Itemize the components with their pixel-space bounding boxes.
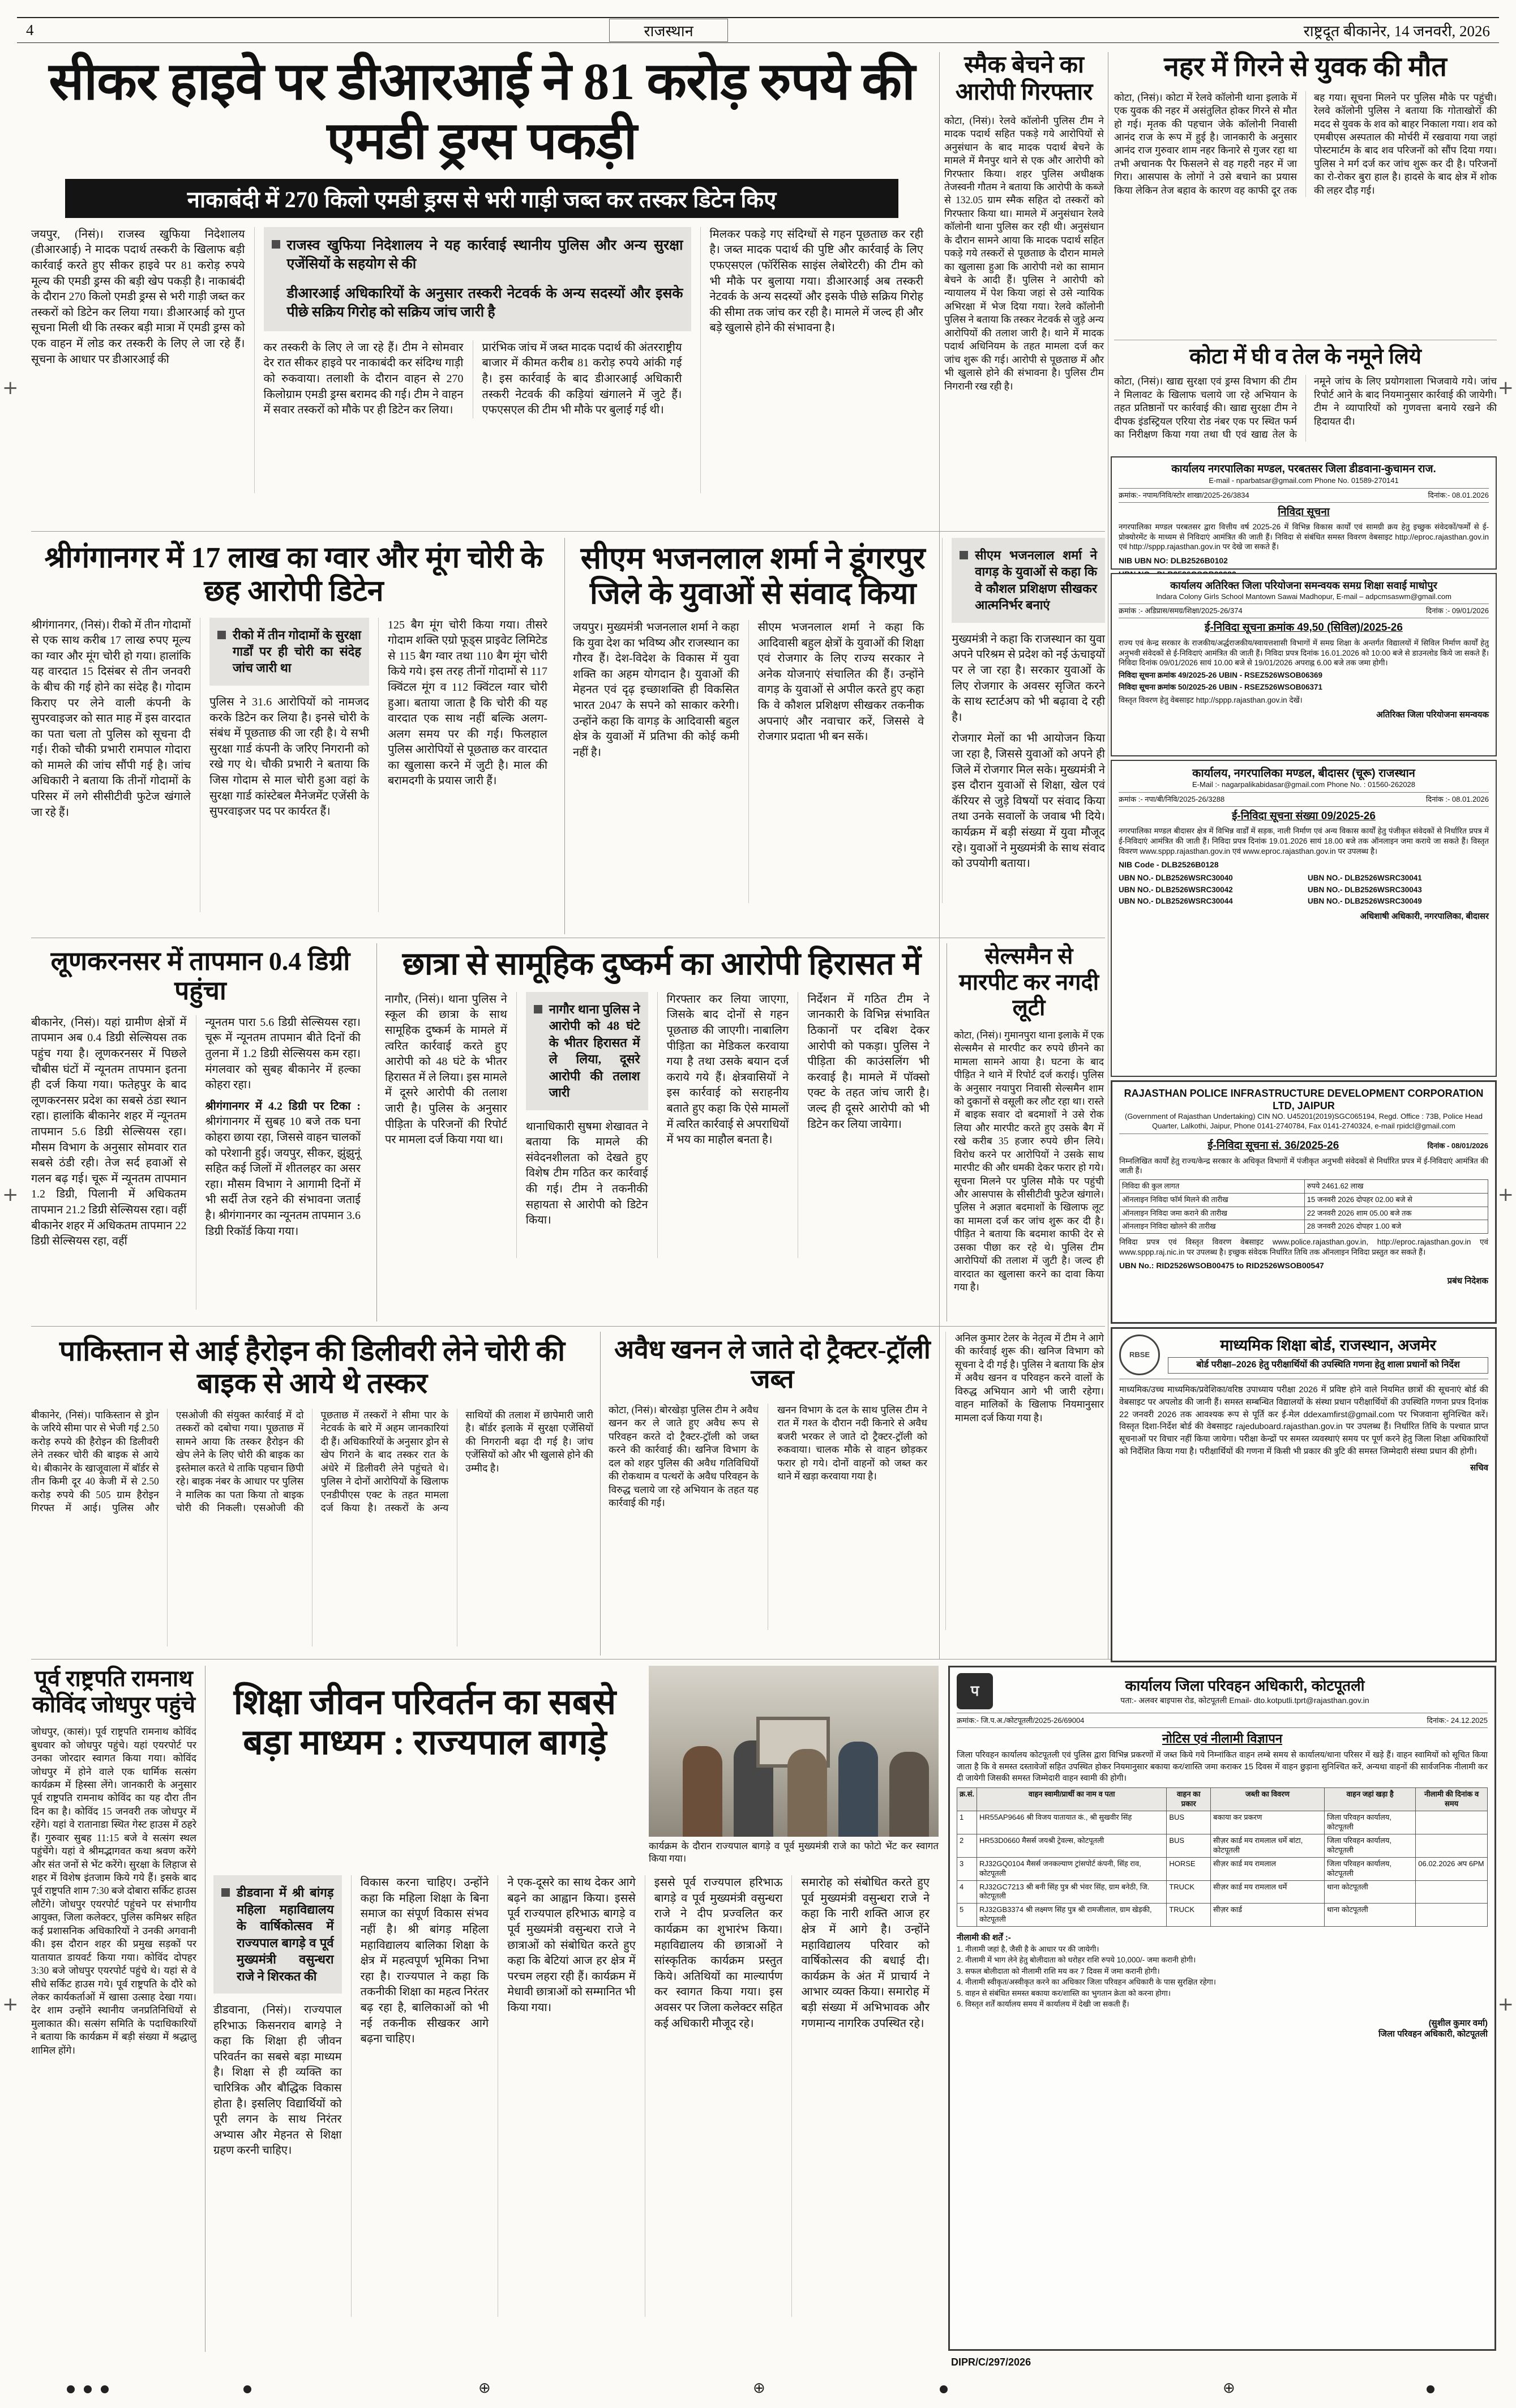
table-cell: HR55AP9646 श्री विजय यातायात कं., श्री सुखवीर सिंह	[977, 1811, 1167, 1834]
notice-signature: (सुशील कुमार वर्मा)	[1428, 2018, 1488, 2028]
notice-contact: E-Mail :- nagarpalikabidasar@gmail.com Phone No. : 01560-262028	[1119, 780, 1489, 793]
highlight-text: डीडवाना में श्री बांगड़ महिला महाविद्यालय के वार्षिकोत्सव में राज्यपाल बागड़े व पूर्व मुख्यमंत्री वसुन्धरा राजे ने शिरकत की	[237, 1885, 334, 1983]
article-cm-dialogue	[564, 538, 1105, 934]
photo-figure	[787, 1749, 827, 1837]
highlight-box	[526, 992, 648, 1110]
article-column: खनन विभाग के दल के साथ पुलिस टीम ने रात में गश्त के दौरान नदी किनारे से अवैध बजरी भरकर ले जाते दो ट्रैक्टर-ट्रॉली को रुकवाया। चालक मौके से वाहन छोड़कर फरार हो गये। दोनों वाहनों को जब्त कर थाने में खड़ा करवाया गया है।	[768, 1404, 936, 1630]
notice-ref: क्रमांक:- जि.प.अ./कोटपूतली/2025-26/69004	[957, 1716, 1085, 1725]
article-column: गिरफ्तार कर लिया जाएगा, जिसके बाद दोनों से गहन पूछताछ की जाएगी। नाबालिग पीड़िता का मेडिकल करवाया गया है तथा उसके बयान दर्ज कराये गये हैं। क्षेत्रवासियों ने इस कार्रवाई को सराहनीय बताते हुए कहा कि ऐसे मामलों में त्वरित कार्रवाई से अपराधियों में भय का माहौल बनता है।	[657, 992, 798, 1258]
table-header-cell: जब्ती का विवरण	[1211, 1788, 1325, 1811]
registration-mark: +	[2, 1993, 19, 2016]
article-text: श्रीगंगानगर में सुबह 10 बजे तक घना कोहरा छाया रहा, जिससे वाहन चालकों को परेशानी हुई। जयपुर, सीकर, झुंझुनूं सहित कई जिलों में शीतलहर का असर रहा। मौसम विभाग ने आगामी दिनों में भी सर्दी तेज रहने की संभावना जताई है। श्रीगंगानगर का न्यूनतम तापमान 3.6 डिग्री रिकॉर्ड किया गया।	[205, 1115, 361, 1238]
notice-footer-text: विस्तृत विवरण हेतु वेबसाइट http://sppp.rajasthan.gov.in देखें।	[1119, 695, 1303, 704]
table-row	[957, 1834, 1488, 1857]
highlight-box	[952, 538, 1105, 623]
highlight-text: नागौर थाना पुलिस ने आरोपी को 48 घंटे के भीतर हिरासत में ले लिया, दूसरे आरोपी की तलाश जारी	[549, 1002, 640, 1100]
table-header-cell: वाहन जहां खड़ा है	[1324, 1788, 1415, 1811]
notice-ref: क्रमांक:- नपाम/निवि/स्टोर शाखा/2025-26/3834	[1119, 490, 1249, 499]
highlight-text: रीको में तीन गोदामों के सुरक्षा गार्डों पर ही चोरी का संदेह जांच जारी था	[233, 627, 361, 675]
table-cell: 2	[957, 1834, 977, 1857]
print-mark	[243, 2385, 251, 2393]
list-item: निविदा सूचना क्रमांक 49/2025-26 UBIN - RSEZ526WSOB06369	[1119, 670, 1323, 679]
photo-caption: कार्यक्रम के दौरान राज्यपाल बागड़े व पूर्व मुख्यमंत्री राजे का फोटो भेंट कर स्वागत किया गया।	[649, 1841, 939, 1864]
article-body: कोटा, (निसं)। गुमानपुरा थाना इलाके में एक सेल्समैन से मारपीट कर रुपये छीनने का मामला सामने आया है। घटना के बाद पीड़ित ने थाने में रिपोर्ट दर्ज कराई। पुलिस के अनुसार नयापुरा निवासी सेल्समैन शाम को दुकानों से वसूली कर लौट रहा था। रास्ते में बाइक सवार दो बदमाशों ने उसे रोक लिया और मारपीट करते हुए उसके बैग में रखे करीब 35 हजार रुपये छीन लिये। विरोध करने पर आरोपियों ने उसके साथ मारपीट की और धमकी देकर फरार हो गये। सूचना मिलने पर पुलिस मौके पर पहुंची और आसपास के सीसीटीवी फुटेज खंगाले। पुलिस ने अज्ञात बदमाशों के खिलाफ लूट का मामला दर्ज कर जांच शुरू कर दी है। पीड़ित ने बताया कि बदमाश काफी देर से उसका पीछा कर रहे थे। पुलिस टीम आरोपियों की तलाश में जुटी है। जल्द ही वारदात का खुलासा करने का दावा किया गया है।	[954, 1029, 1104, 1293]
table-row	[1120, 1207, 1488, 1220]
table-header-cell: वाहन स्वामी/प्रार्थी का नाम व पता	[977, 1788, 1167, 1811]
article-paragraph: न्यूनतम पारा 5.6 डिग्री सेल्सियस रहा। चूरू में न्यूनतम तापमान बीते दिनों की तुलना में 1.2 डिग्री सेल्सियस कम रहा। मंगलवार को सुबह बीकानेर में हल्का कोहरा रहा।	[205, 1016, 361, 1092]
board-logo-text: RBSE	[1129, 1350, 1150, 1359]
table-cell: 15 जनवरी 2026 दोपहर 02.00 बजे से	[1304, 1193, 1488, 1207]
article-headline: लूणकरनसर में तापमान 0.4 डिग्री पहुंचा	[50, 947, 350, 1006]
article-headline: पूर्व राष्ट्रपति रामनाथ कोविंद जोधपुर पहुंचे	[32, 1666, 195, 1717]
article-column	[200, 618, 378, 912]
print-mark	[84, 2385, 92, 2393]
registration-mark: +	[1497, 377, 1514, 399]
section-title: राजस्थान	[609, 19, 727, 42]
table-header-cell: वाहन का प्रकार	[1167, 1788, 1211, 1811]
notice-signature: सचिव	[1470, 1462, 1488, 1473]
article-column: जयपुर। मुख्यमंत्री भजनलाल शर्मा ने कहा कि युवा देश का भविष्य और राजस्थान का गौरव हैं। देश-विदेश के विकास में युवा शक्ति का अहम योगदान है। युवाओं की मेहनत एवं दृढ़ इच्छाशक्ति ही विकसित भारत 2047 के सपने को साकार करेगी। उन्होंने कहा कि वागड़ के आदिवासी बहुल क्षेत्र के युवाओं में प्रतिभा की कोई कमी नहीं है।	[573, 621, 739, 759]
notice-date: दिनांक:- 24.12.2025	[1427, 1716, 1488, 1725]
article-column: समारोह को संबोधित करते हुए पूर्व मुख्यमंत्री वसुन्धरा राजे ने कहा कि नारी शक्ति आज हर क्षेत्र में आगे है। उन्होंने महाविद्यालय परिवार को वार्षिकोत्सव की बधाई दी। कार्यक्रम के अंत में प्राचार्य ने आभार व्यक्त किया। समारोह में बड़ी संख्या में अभिभावक और गणमान्य नागरिक उपस्थित रहे।	[791, 1875, 939, 2317]
masthead	[17, 17, 1499, 43]
notice-tender-list	[1119, 670, 1489, 692]
notice-ubn-grid	[1119, 873, 1489, 906]
highlight-items	[287, 236, 683, 322]
article-body: बीकानेर, (निसं)। पाकिस्तान से ड्रोन के जरिये सीमा पार से भेजी गई 2.50 करोड़ रुपये की हैरोइन की डिलीवरी लेने तस्कर चोरी की बाइक से आये थे। बीकानेर के खाजूवाला में बॉर्डर से तीन किमी दूर 40 केजी में से 2.50 करोड़ रुपये की 505 ग्राम हैरोइन गिरफ्त में आई। पुलिस और एसओजी की संयुक्त कार्रवाई में दो तस्करों को दबोचा गया। पूछताछ में सामने आया कि तस्कर हैरोइन की खेप लेने के लिए चोरी की बाइक का इस्तेमाल करते थे ताकि पहचान छिपी रहे। बाइक नंबर के आधार पर पुलिस ने मालिक का पता किया तो बाइक चोरी की निकली। एसओजी की पूछताछ में तस्करों ने सीमा पार के नेटवर्क के बारे में अहम जानकारियां दी हैं। अधिकारियों के अनुसार ड्रोन से खेप गिराने के बाद तस्कर रात के अंधेरे में डिलीवरी लेने पहुंचते थे। पुलिस ने दोनों आरोपियों के खिलाफ एनडीपीएस एक्ट के तहत मामला दर्ज किया है। तस्करों के अन्य साथियों की तलाश में छापेमारी जारी है। बॉर्डर इलाके में सुरक्षा एजेंसियों की निगरानी बढ़ा दी गई है। जांच एजेंसियों को और भी खुलासे होने की उम्मीद है।	[31, 1409, 593, 1514]
dipr-credit: DIPR/C/297/2026	[951, 2356, 1031, 2368]
article-governor-education	[205, 1666, 939, 2352]
notice-title: कार्यालय, नगरपालिका मण्डल, बीदासर (चूरू) राजस्थान	[1192, 767, 1415, 780]
notice-contact: Indara Colony Girls School Mantown Sawai Madhopur, E-mail – adpcmsaswm@gmail.com	[1119, 592, 1489, 605]
article-column: इससे पूर्व राज्यपाल हरिभाऊ बागड़े व पूर्व मुख्यमंत्री वसुन्धरा राजे ने दीप प्रज्वलित कर कार्यक्रम का शुभारंभ किया। महाविद्यालय की छात्राओं ने सांस्कृतिक कार्यक्रम प्रस्तुत किये। अतिथियों का माल्यार्पण कर स्वागत किया गया। इस अवसर पर जिला कलेक्टर सहित कई अधिकारी मौजूद रहे।	[645, 1875, 792, 2317]
list-item: 1. नीलामी जहां है, जैसी है के आधार पर की जायेगी।	[957, 1944, 1099, 1953]
registration-mark: +	[1497, 1993, 1514, 2016]
article-headline: शिक्षा जीवन परिवर्तन का सबसे बड़ा माध्यम : राज्यपाल बागड़े	[233, 1683, 616, 1762]
notice-body: राज्य एवं केन्द्र सरकार के राजकीय/अर्द्धराजकीय/स्वायत्तशासी विभागों में समग्र शिक्षा के अन्तर्गत विद्यालयों में सिविल निर्माण कार्यों हेतु अनुभवी संवेदकों से ई-निविदाएं आमंत्रित की जाती हैं। निविदा प्रपत्र दिनांक 16.01.2026 को 10:00 बजे से डाउनलोड किये जा सकते हैं। निविदा दिनांक 09/01/2026 सायं 10.00 बजे से 19/01/2026 अपराह्न 6.00 बजे तक जमा होगी।	[1119, 639, 1489, 668]
list-item: 2. नीलामी में भाग लेने हेतु बोलीदाता को धरोहर राशि रुपये 10,000/- जमा करानी होगी।	[957, 1956, 1196, 1965]
article-column: बीकानेर, (निसं)। यहां ग्रामीण क्षेत्रों में तापमान अब 0.4 डिग्री सेल्सियस तक पहुंच गया है। लूणकरनसर में पिछले चौबीस घंटों में न्यूनतम तापमान इतना ही दर्ज किया गया। फतेहपुर के बाद लूणकरनसर प्रदेश का सबसे ठंडा स्थान रहा। हालांकि बीकानेर शहर में न्यूनतम तापमान 5.6 डिग्री सेल्सियस रहा। मौसम विभाग के अनुसार सोमवार रात सबसे ठंडी रही। तेज सर्द हवाओं से गलन बढ़ गई। चूरू में न्यूनतम तापमान 1.2 डिग्री, पिलानी में अधिकतम तापमान 21.2 डिग्री सेल्सियस रहा। वहीं बीकानेर शहर में अधिकतम तापमान 22 डिग्री सेल्सियस रहा, वहीं	[31, 1016, 187, 1248]
tender-notice-bidasar	[1111, 760, 1497, 1077]
article-column: श्रीगंगानगर, (निसं)। रीको में तीन गोदामों से एक साथ करीब 17 लाख रुपए मूल्य का ग्वार और मूंग चोरी हो गया। हालांकि यह वारदात 15 दिसंबर से तीन जनवरी के बीच की गई होने का संदेह है। गोदाम किराए पर लेने वाली कंपनी के सुपरवाइजर को सात माह में इस वारदात का पता चला तो पुलिस को सूचना दी गई। रीको चौकी प्रभारी रामपाल गोदारा को मामले की जांच सौंपी गई है। जांच अधिकारी ने बताया कि तीनों गोदामों के परिसर में लगे सीसीटीवी फुटेज खंगाले जा रहे हैं।	[31, 618, 191, 819]
tender-notice-rpidcl	[1111, 1080, 1497, 1324]
table-cell: जिला परिवहन कार्यालय, कोटपूतली	[1324, 1834, 1415, 1857]
notice-signature: प्रबंध निदेशक	[1447, 1276, 1488, 1286]
list-item: UBN NO.- DLB2526WSRC30043	[1308, 885, 1422, 894]
photo-figure	[683, 1746, 722, 1837]
table-header-cell: नीलामी की दिनांक व समय	[1416, 1788, 1488, 1811]
registration-target-icon: ⊕	[478, 2380, 491, 2397]
notice-signature: अतिरिक्त जिला परियोजना समन्वयक	[1376, 710, 1489, 720]
notice-ubn: NIB UBN NO: DLB2526B0102	[1119, 555, 1228, 565]
notice-body: नगरपालिका मण्डल बीदासर क्षेत्र में विभिन्न वार्डों में सड़क, नाली निर्माण एवं अन्य विकास कार्यों हेतु पंजीकृत संवेदकों से निर्धारित प्रपत्र में ई-निविदाएं आमंत्रित की जाती हैं। निविदा प्रपत्र दिनांक 19.01.2026 सायं 18.00 बजे तक ऑनलाइन जमा कराये जा सकते हैं। विस्तृत विवरण www.sppp.rajasthan.gov.in एवं www.eproc.rajasthan.gov.in पर उपलब्ध है।	[1119, 827, 1489, 856]
article-column: निर्देशन में गठित टीम ने जानकारी के विभिन्न संभावित ठिकानों पर दबिश देकर आरोपी को पकड़ा। पुलिस ने पीड़िता की काउंसलिंग भी करवाई है। मामले में पॉक्सो एक्ट के तहत जांच जारी है। जल्द ही दूसरे आरोपी को भी डिटेन कर लिया जायेगा।	[798, 992, 939, 1258]
article-column: कर तस्करी के लिए ले जा रहे हैं। टीम ने सोमवार देर रात सीकर हाइवे पर नाकाबंदी कर संदिग्ध गाड़ी को रुकवाया। तलाशी के दौरान वाहन से 270 किलोग्राम एमडी ड्रग्स बरामद की गई। टीम ने वाहन में सवार तस्करों को मौके पर ही डिटेन कर लिया।	[263, 341, 464, 417]
table-cell: 28 जनवरी 2026 दोपहर 1.00 बजे	[1304, 1220, 1488, 1234]
notice-contact: (Government of Rajasthan Undertaking) CIN NO. U45201(2019)SGC065194, Regd. Office : 73B, Police Head Quarter, Lalkothi, Jaipur, Phone 0141-2740784, Fax 0141-2740324, e-mail rpidcl@gmail.com	[1119, 1112, 1488, 1134]
table-cell: 5	[957, 1904, 977, 1927]
table-row	[1120, 1220, 1488, 1234]
table-row	[957, 1880, 1488, 1904]
article-column	[196, 1015, 370, 1310]
article-body: कोटा, (निसं)। खाद्य सुरक्षा एवं ड्रग्स विभाग की टीम ने मिलावट के खिलाफ चलाये जा रहे अभियान के तहत प्रतिष्ठानों पर कार्रवाई की। खाद्य सुरक्षा टीम ने दीपक इंडस्ट्रियल एरिया रोड नंबर एक पर स्थित फर्म का निरीक्षण किया गया तथा घी एवं खाद्य तेल के नमूने जांच के लिए प्रयोगशाला भिजवाये गये। जांच रिपोर्ट आने के बाद नियमानुसार कार्रवाई की जायेगी। टीम ने व्यापारियों को गुणवत्ता बनाये रखने की हिदायत दी।	[1114, 375, 1497, 440]
notice-heading: ई-निविदा सूचना संख्या 09/2025-26	[1232, 810, 1376, 822]
article-headline: सीएम भजनलाल शर्मा ने डूंगरपुर जिले के युवाओं से संवाद किया	[580, 541, 926, 610]
list-item: 4. नीलामी स्वीकृत/अस्वीकृत करने का अधिकार जिला परिवहन अधिकारी के पास सुरक्षित रहेगा।	[957, 1978, 1217, 1987]
article-subhead-banner: नाकाबंदी में 270 किलो एमडी ड्रग्स से भरी गाड़ी जब्त कर तस्कर डिटेन किए	[65, 179, 898, 218]
table-cell: थाना कोटपूतली	[1324, 1904, 1415, 1927]
tender-notice-sawai-madhopur	[1111, 573, 1497, 756]
article-paragraph: पुलिस ने 31.6 आरोपियों को नामजद करके डिटेन कर लिया है। इनसे चोरी के संबंध में पूछताछ की जा रही है। ये सभी सुरक्षा गार्ड कंपनी के जरिए निगरानी को रखे गए थे। चौकी प्रभारी ने बताया कि जिस गोदाम से माल चोरी हुआ वहां के सुरक्षा गार्ड कांस्टेबल मैनेजमेंट एजेंसी के सुपरवाइजर पद पर कार्यरत हैं।	[209, 695, 369, 818]
board-exam-notice	[1111, 1327, 1497, 1662]
article-gangrape-accused	[376, 943, 939, 1321]
auction-vehicle-table	[957, 1787, 1488, 1927]
board-logo-icon	[1119, 1335, 1160, 1375]
notice-signature: जिला परिवहन अधिकारी, कोटपूतली	[1378, 2029, 1488, 2039]
table-cell	[1416, 1834, 1488, 1857]
article-headline: कोटा में घी व तेल के नमूने लिये	[1189, 345, 1421, 369]
photo-figure	[889, 1752, 929, 1837]
notice-date: दिनांक :- 08.01.2026	[1425, 794, 1489, 803]
table-cell: सीज़र कार्ड मय रामलाल	[1211, 1857, 1325, 1880]
table-cell: TRUCK	[1167, 1880, 1211, 1904]
print-mark	[101, 2385, 109, 2393]
table-cell: सीज़र कार्ड मय रामलाल धर्मे	[1211, 1880, 1325, 1904]
page-number: 4	[26, 22, 34, 39]
table-cell: ऑनलाइन निविदा जमा कराने की तारीख	[1120, 1207, 1305, 1220]
notice-signature: अधिशाषी अधिकारी, नगरपालिका, बीदासर	[1360, 911, 1489, 921]
list-item: निविदा सूचना क्रमांक 50/2025-26 UBIN - RSEZ526WSOB06371	[1119, 683, 1323, 692]
table-header-cell: क्र.सं.	[957, 1788, 977, 1811]
article-headline: सीकर हाइवे पर डीआरआई ने 81 करोड़ रुपये की एमडी ड्रग्स पकड़ी	[49, 53, 915, 170]
highlight-box	[209, 618, 369, 686]
list-item: डीआरआई अधिकारियों के अनुसार तस्करी नेटवर्क के अन्य सदस्यों और इसके पीछे सक्रिय गिरोह को सक्रिय जांच जारी है	[286, 285, 683, 320]
article-headline: नहर में गिरने से युवक की मौत	[1164, 52, 1447, 82]
article-column: कोटा, (निसं)। बोरखेड़ा पुलिस टीम ने अवैध खनन कर ले जाते हुए अवैध रूप से परिवहन करते दो ट्रैक्टर-ट्रॉली को जब्त करने की कार्रवाई की। खनिज विभाग के दल को शहर पुलिस की अवैध गतिविधियों की रोकथाम व पत्थरों के अवैध परिवहन के विरुद्ध चलाये जा रहे अभियान के तहत यह कार्रवाई की गई।	[609, 1404, 759, 1508]
notice-contact: पता:- अलवर बाइपास रोड, कोटपूतली Email- dto.kotputli.tprt@rajasthan.gov.in	[1120, 1695, 1369, 1705]
article-column: ने एक-दूसरे का साथ देकर आगे बढ़ने का आह्वान किया। इससे पूर्व राज्यपाल हरिभाऊ बागड़े व पूर्व मुख्यमंत्री वसुन्धरा राजे ने छात्राओं को संबोधित करते हुए कहा कि बेटियां आज हर क्षेत्र में परचम लहरा रही हैं। कार्यक्रम में मेधावी छात्राओं को सम्मानित भी किया गया।	[498, 1875, 645, 2317]
notice-ubn: UBN No.: RID2526WSOB00475 to RID2526WSOB00547	[1119, 1261, 1324, 1271]
notice-heading: ई-निविदा सूचना सं. 36/2025-26	[1207, 1139, 1339, 1152]
table-cell: सीज़र कार्ड मय रामलाल धर्मे बांटा, कोटपूतली	[1211, 1834, 1325, 1857]
article-column: प्रारंभिक जांच में जब्त मादक पदार्थ की अंतरराष्ट्रीय बाजार में कीमत करीब 81 करोड़ रुपये आंकी गई है। इस कार्रवाई के बाद डीआरआई अधिकारी तस्करी नेटवर्क की कड़ियां खंगालने में जुटे हैं। एफएसएल की टीम भी मौके पर बुलाई गई थी।	[473, 340, 691, 418]
table-cell: RJ32GC7213 श्री बनी सिंह पुत्र श्री भंवर सिंह, ग्राम बनेठी, जि. कोटपूतली	[977, 1880, 1167, 1904]
run-in-subhead: श्रीगंगानगर में 4.2 डिग्री पर टिका :	[205, 1100, 361, 1113]
event-photo	[649, 1666, 939, 1837]
edition-dateline: राष्ट्रदूत बीकानेर, 14 जनवरी, 2026	[1303, 23, 1490, 40]
article-temperature	[31, 943, 370, 1321]
list-item: UBN NO.- DLB2526WSRC30049	[1308, 897, 1422, 906]
table-cell: जिला परिवहन कार्यालय, कोटपूतली	[1324, 1857, 1415, 1880]
print-mark	[940, 2385, 948, 2393]
highlight-box	[213, 1875, 342, 1994]
registration-target-icon: ⊕	[1223, 2380, 1235, 2397]
notice-contact: E-mail - nparbatsar@gmail.com Phone No. 01589-270141	[1119, 476, 1489, 489]
table-cell: निविदा की कुल लागत	[1120, 1179, 1305, 1193]
table-cell	[1416, 1904, 1488, 1927]
table-cell: RJ32GQ0104 मैसर्स जनकल्याण ट्रांसपोर्ट कंपनी, सिंह राव, कोटपूतली	[977, 1857, 1167, 1880]
bullet-square-icon	[221, 1888, 230, 1897]
article-column: नागौर, (निसं)। थाना पुलिस ने स्कूल की छात्रा के साथ सामूहिक दुष्कर्म के मामले में त्वरित कार्रवाई करते हुए आरोपी को 48 घंटे के भीतर हिरासत में ले लिया। इस मामले में दूसरे आरोपी की तलाश जारी है। पुलिस के अनुसार पीड़िता के परिजनों की रिपोर्ट पर मामला दर्ज किया गया था।	[385, 993, 507, 1147]
article-lead	[31, 52, 932, 504]
auction-terms-list	[957, 1944, 1488, 2010]
article-headline: स्मैक बेचने का आरोपी गिरफ्तार	[955, 52, 1093, 105]
table-cell	[1416, 1880, 1488, 1904]
list-item: UBN NO.- DLB2526WSRC30044	[1119, 897, 1233, 906]
table-row	[1120, 1179, 1488, 1193]
article-headline: सेल्समैन से मारपीट कर नगदी लूटी	[958, 943, 1099, 1021]
table-cell	[1416, 1811, 1488, 1834]
notice-title: RAJASTHAN POLICE INFRASTRUCTURE DEVELOPMENT CORPORATION LTD, JAIPUR	[1124, 1088, 1484, 1111]
notice-subtitle: बोर्ड परीक्षा–2026 हेतु परीक्षार्थियों की उपस्थिति गणना हेतु शाला प्रधानों को निर्देश	[1168, 1357, 1488, 1374]
article-paragraph: थानाधिकारी सुषमा शेखावत ने बताया कि मामले की संवेदनशीलता को देखते हुए विशेष टीम गठित कर कार्रवाई की गई। टीम ने तकनीकी सहायता से आरोपी को डिटेन किया।	[525, 1120, 648, 1227]
tender-notice-parbatsar	[1111, 456, 1497, 570]
article-headline: श्रीगंगानगर में 17 लाख का ग्वार और मूंग चोरी के छह आरोपी डिटेन	[44, 542, 543, 608]
bullet-square-icon	[960, 551, 968, 559]
photo-block	[649, 1666, 939, 1865]
notice-body: निम्नलिखित कार्यों हेतु राज्य/केन्द्र सरकार के अधिकृत विभागों में पंजीकृत अनुभवी संवेदकों से निर्धारित प्रपत्र में ई-निविदाएं आमंत्रित की जाती हैं।	[1119, 1156, 1488, 1175]
table-cell: ऑनलाइन निविदा फॉर्म मिलने की तारीख	[1120, 1193, 1305, 1207]
table-cell: सीज़र कार्ड	[1211, 1904, 1325, 1927]
notice-ref: क्रमांक :- नपा/बी/निवि/2025-26/3288	[1119, 794, 1225, 803]
article-kovind-visit	[31, 1666, 196, 2352]
bullet-square-icon	[272, 240, 280, 249]
notice-date: दिनांक - 08/01/2026	[1427, 1141, 1488, 1150]
notice-meta	[957, 1716, 1488, 1728]
table-row	[1120, 1193, 1488, 1207]
notice-title: माध्यमिक शिक्षा बोर्ड, राजस्थान, अजमेर	[1220, 1336, 1436, 1354]
article-column: अनिल कुमार टेलर के नेतृत्व में टीम ने आगे की कार्रवाई शुरू की। खनिज विभाग को सूचना दे दी गई है। पुलिस ने बताया कि क्षेत्र में अवैध खनन व परिवहन करने वालों के विरुद्ध अभियान आगे भी जारी रहेगा। वाहन मालिकों के खिलाफ नियमानुसार मामला दर्ज किया गया है।	[945, 1332, 1104, 1630]
notice-meta	[1119, 795, 1489, 807]
notice-ref: क्रमांक :- अडिप्रास/समग्र/शिक्षा/2025-26/374	[1119, 606, 1243, 615]
highlight-text: सीएम भजनलाल शर्मा ने वागड़ के युवाओं से कहा कि वे कौशल प्रशिक्षण सीखकर आत्मनिर्भर बनाएं	[975, 548, 1097, 613]
notice-nib-code: NIB Code - DLB2526B0128	[1119, 860, 1219, 870]
article-column: जयपुर, (निसं)। राजस्व खुफिया निदेशालय (डीआरआई) ने मादक पदार्थ तस्करी के खिलाफ बड़ी कार्रवाई करते हुए सीकर हाइवे पर 81 करोड़ रुपये मूल्य की एमडी ड्रग्स की बड़ी खेप पकड़ी है। नाकाबंदी के दौरान 270 किलो एमडी ड्रग्स से भरी गाड़ी जब्त कर तस्करों को डिटेन कर लिया गया। डीआरआई को गुप्त सूचना मिली थी कि तस्कर बड़ी मात्रा में एमडी ड्रग्स को एक वाहन में लोड कर तस्करी के लिए ले जा रहे हैं। सूचना के आधार पर डीआरआई की	[31, 228, 245, 366]
registration-mark: +	[2, 377, 19, 399]
divider	[31, 531, 1105, 532]
list-item: राजस्व खुफिया निदेशालय ने यह कार्रवाई स्थानीय पुलिस और अन्य सुरक्षा एजेंसियों के सहयोग से की	[286, 237, 683, 272]
notice-date: दिनांक :- 09/01/2026	[1425, 606, 1489, 615]
article-headline: छात्रा से सामूहिक दुष्कर्म का आरोपी हिरासत में	[402, 947, 922, 982]
notice-meta	[1119, 606, 1489, 618]
article-column: सीएम भजनलाल शर्मा ने कहा कि आदिवासी बहुल क्षेत्रों के युवाओं की शिक्षा एवं रोजगार के लिए राज्य सरकार ने अनेक योजनाएं संचालित की हैं। उन्होंने वागड़ के युवाओं से अपील करते हुए कहा कि वे कौशल प्रशिक्षण सीखकर तकनीक अपनाएं और नवाचार करें, जिससे वे रोजगार प्रदाता भी बन सकें।	[748, 620, 933, 903]
bullet-square-icon	[534, 1005, 542, 1013]
article-body: कोटा, (निसं)। रेलवे कॉलोनी पुलिस टीम ने मादक पदार्थ सहित पकड़े गये आरोपियों से अनुसंधान के बाद मादक पदार्थ बेचने के मामले में मैनपुर थाने से एक और आरोपी को गिरफ्तार किया। शहर पुलिस अधीक्षक तेजस्वनी गौतम ने बताया कि आरोपी के कब्जे से 132.05 ग्राम स्मैक सहित दो तस्करों को गिरफ्तार किया था। मामले में अनुसंधान रेलवे कॉलोनी थाना पुलिस कर रही थी। अनुसंधान के दौरान सामने आया कि मादक पदार्थ सहित पकड़े गये तस्करों से पूछताछ के दौरान मामले का खुलासा हुआ कि आरोपी नशे का सामान बेचने के आदी हैं। पुलिस ने आरोपी को न्यायालय में पेश किया जहां से उसे न्यायिक अभिरक्षा में भेज दिया गया। रेलवे कॉलोनी पुलिस ने बताया कि तस्कर नेटवर्क से जुड़े अन्य आरोपियों की तलाश जारी है। थाने में मादक पदार्थ अधिनियम के तहत मामला दर्ज कर जांच शुरू की गई। आरोपी से पूछताछ में और भी खुलासे होने की संभावना है। पुलिस टीम निगरानी रख रही है।	[944, 114, 1104, 392]
table-cell: 22 जनवरी 2026 शाम 05.00 बजे तक	[1304, 1207, 1488, 1220]
registration-mark: +	[1497, 1183, 1514, 1206]
table-cell: TRUCK	[1167, 1904, 1211, 1927]
article-column: मिलकर पकड़े गए संदिग्धों से गहन पूछताछ कर रही है। जब्त मादक पदार्थ की पुष्टि और कार्रवाई के लिए एफएसएल (फॉरेंसिक साइंस लेबोरेटरी) की टीम को भी मौके पर बुलाया गया। डीआरआई अब तस्करी नेटवर्क के अन्य सदस्यों और इसके पीछे सक्रिय गिरोह की सीमा तक जांच कर रही है। मामले में जल्द ही और बड़े खुलासे होने की संभावना है।	[700, 227, 933, 493]
notice-date: दिनांक:- 08.01.2026	[1428, 490, 1489, 499]
article-column: विकास करना चाहिए। उन्होंने कहा कि महिला शिक्षा के बिना समाज का संपूर्ण विकास संभव नहीं है। श्री बांगड़ महिला महाविद्यालय बालिका शिक्षा के क्षेत्र में महत्वपूर्ण भूमिका निभा रहा है। राज्यपाल ने कहा कि तकनीकी शिक्षा का महत्व निरंतर बढ़ रहा है, बालिकाओं को भी नई तकनीक सीखकर आगे बढ़ना चाहिए।	[351, 1875, 498, 2317]
table-cell: 4	[957, 1880, 977, 1904]
registration-target-icon: ⊕	[753, 2380, 765, 2397]
notice-heading: ई-निविदा सूचना क्रमांक 49,50 (सिविल)/2025-26	[1205, 622, 1403, 634]
article-headline: अवैध खनन ले जाते दो ट्रैक्टर-ट्रॉली जब्त	[614, 1335, 931, 1394]
notice-title: कार्यालय नगरपालिका मण्डल, परबतसर जिला डीडवाना-कुचामन राज.	[1171, 463, 1436, 475]
list-item: 6. विस्तृत शर्तें कार्यालय समय में कार्यालय में देखी जा सकती हैं।	[957, 2000, 1129, 2009]
bullet-square-icon	[217, 631, 226, 639]
article-heroin-smugglers	[31, 1332, 593, 1656]
article-paragraph	[205, 1099, 361, 1239]
photo-figure	[838, 1742, 878, 1837]
article-canal-death	[1114, 52, 1497, 335]
notice-body: जिला परिवहन कार्यालय कोटपूतली एवं पुलिस द्वारा विभिन्न प्रकरणों में जब्त किये गये निम्नांकित वाहन लम्बे समय से कार्यालय/थाना परिसर में खड़े हैं। वाहन स्वामियों को सूचित किया जाता है कि वे समस्त दस्तावेजों सहित उपस्थित होकर नियमानुसार बकाया कर/शास्ति जमा कराकर 15 दिवस में वाहन छुड़ाना सुनिश्चित करें, अन्यथा वाहनों की सार्वजनिक नीलामी कर दी जायेगी जिसकी समस्त जिम्मेदारी वाहन स्वामी की होगी।	[957, 1751, 1488, 1783]
article-column	[516, 992, 657, 1258]
table-cell: 1	[957, 1811, 977, 1834]
article-column	[942, 538, 1105, 903]
article-smack-arrest	[944, 52, 1104, 504]
print-mark	[1427, 2385, 1434, 2393]
article-headline: पाकिस्तान से आई हैरोइन की डिलीवरी लेने चोरी की बाइक से आये थे तस्कर	[59, 1335, 566, 1399]
notice-meta	[1119, 491, 1489, 503]
table-cell: BUS	[1167, 1834, 1211, 1857]
article-illegal-mining	[600, 1332, 1104, 1656]
table-row	[957, 1811, 1488, 1834]
print-mark	[67, 2385, 75, 2393]
article-body: जोधपुर, (कासं)। पूर्व राष्ट्रपति रामनाथ कोविंद बुधवार को जोधपुर पहुंचे। यहां एयरपोर्ट पर उनका जोरदार स्वागत किया गया। कोविंद जोधपुर में होने वाले एक धार्मिक सत्संग कार्यक्रम में हिस्सा लेंगे। जानकारी के अनुसार पूर्व राष्ट्रपति रामनाथ कोविंद का यह दौरा तीन दिन का है। कोविंद 15 जनवरी तक जोधपुर में रहेंगे। यहां वे रातानाडा स्थित गेस्ट हाउस में ठहरे हैं। गुरुवार सुबह 11:15 बजे वे सत्संग स्थल पहुंचेंगे। यहां वे श्रीमद्भागवत कथा श्रवण करेंगे और संत जनों से भेंट करेंगे। सुरक्षा के लिहाज से शहर में विशेष इंतजाम किये गये हैं। इसके बाद पूर्व राष्ट्रपति शाम 7:30 बजे दोबारा सर्किट हाउस लौटेंगे। जोधपुर एयरपोर्ट पहुंचने पर संभागीय आयुक्त, जिला कलेक्टर, पुलिस कमिश्नर सहित कई प्रशासनिक अधिकारियों ने उनकी अगवानी की। इस दौरान शहर की प्रमुख सड़कों पर यातायात डायवर्ट किया गया। कोविंद दोपहर 3:30 बजे जोधपुर एयरपोर्ट पहुंचे थे। यहां से वे सीधे सर्किट हाउस गये। पूर्व राष्ट्रपति के दौरे को लेकर कार्यकर्ताओं में खासा उत्साह देखा गया। देर शाम उन्होंने स्थानीय जनप्रतिनिधियों से मुलाकात की। सत्संग समिति के पदाधिकारियों ने बताया कि कार्यक्रम में बड़ी संख्या में श्रद्धालु शामिल होंगे।	[31, 1726, 196, 2056]
article-column: 125 बैग मूंग चोरी किया गया। तीसरे गोदाम शक्ति एग्रो फूड्स प्राइवेट लिमिटेड से 115 बैग ग्वार तथा 110 बैग मूंग चोरी किये गये। इस तरह तीनों गोदामों से 117 क्विंटल मूंग व 112 क्विंटल ग्वार चोरी हुआ। बताया जाता है कि चोरी की यह वारदात एक साथ नहीं बल्कि अलग-अलग समय पर की गई। फिलहाल पुलिस आरोपियों से पूछताछ कर वारदात का खुलासा करने में जुटी है। माल की बरामदगी के प्रयास जारी हैं।	[378, 618, 556, 912]
table-cell: जिला परिवहन कार्यालय, कोटपूतली	[1324, 1811, 1415, 1834]
transport-emblem-icon: प	[957, 1673, 993, 1709]
article-food-samples	[1114, 340, 1497, 452]
table-cell: HR53D0660 मैसर्स जयश्री ट्रेवल्स, कोटपूतली	[977, 1834, 1167, 1857]
notice-body: निविदा प्रपत्र एवं विस्तृत विवरण वेबसाइट www.police.rajasthan.gov.in, http://eproc.rajasthan.gov.in एवं www.sppp.raj.nic.in पर उपलब्ध है। इच्छुक संवेदक निर्धारित तिथि तक ऑनलाइन निविदा प्रस्तुत कर सकते हैं।	[1119, 1238, 1488, 1256]
table-cell: ऑनलाइन निविदा खोलने की तारीख	[1120, 1220, 1305, 1234]
notice-heading: निविदा सूचना	[1278, 506, 1330, 518]
divider	[31, 1326, 1105, 1327]
article-column	[213, 1875, 351, 2317]
notice-body: नगरपालिका मण्डल परबतसर द्वारा वित्तीय वर्ष 2025-26 में विभिन्न विकास कार्यों एवं सामग्री क्रय हेतु इच्छुक संवेदकों/फर्मों से ई-प्रोक्योरमेंट के माध्यम से निविदाएं आमंत्रित की जाती हैं। निविदा से संबंधित समस्त विवरण वेबसाइट http://eproc.rajasthan.gov.in एवं http://sppp.rajasthan.gov.in पर देखे जा सकते हैं।	[1119, 523, 1489, 551]
notice-title: कार्यालय जिला परिवहन अधिकारी, कोटपूतली	[1125, 1677, 1365, 1695]
notice-body: माध्यमिक/उच्च माध्यमिक/प्रवेशिका/वरिष्ठ उपाध्याय परीक्षा 2026 में प्रविष्ट होने वाले नियमित छात्रों की सूचनाएं बोर्ड की वेबसाइट पर अपलोड की जानी हैं। समस्त सम्बन्धित विद्यालयों के संस्था प्रधान परीक्षार्थियों की उपस्थिति गणना प्रपत्र दिनांक 22 जनवरी 2026 तक आवश्यक रूप से पूर्ति कर ई-मेल ddexamfirst@gmail.com पर भिजवाना सुनिश्चित करें। विस्तृत दिशा-निर्देश बोर्ड की वेबसाइट rajeduboard.rajasthan.gov.in पर उपलब्ध हैं। निर्धारित तिथि के पश्चात प्राप्त सूचनाओं पर विचार नहीं किया जायेगा। परीक्षा केन्द्रों पर समस्त व्यवस्थाएं समय पर पूर्ण करने हेतु जिला शिक्षा अधिकारियों को निर्देशित किया गया है। परीक्षार्थियों की गणना में किसी भी प्रकार की त्रुटि की समस्त जिम्मेदारी संस्था प्रधान की होगी।	[1119, 1385, 1488, 1456]
table-cell: 3	[957, 1857, 977, 1880]
terms-title: नीलामी की शर्तें :-	[957, 1933, 1011, 1943]
table-row	[957, 1904, 1488, 1927]
table-cell: HORSE	[1167, 1857, 1211, 1880]
list-item: 3. सफल बोलीदाता को नीलामी राशि मय कर 7 दिवस में जमा करानी होगी।	[957, 1966, 1160, 1975]
article-column	[254, 227, 700, 493]
article-paragraph: डीडवाना, (निसं)। राज्यपाल हरिभाऊ किसनराव बागड़े ने कहा कि शिक्षा ही जीवन परिवर्तन का सबसे बड़ा माध्यम है। शिक्षा से ही व्यक्ति का चारित्रिक और बौद्धिक विकास होता है। इसलिए विद्यार्थियों को पूरी लगन के साथ निरंतर अभ्यास और मेहनत से शिक्षा ग्रहण करनी चाहिए।	[213, 2004, 342, 2157]
list-item: UBN NO.- DLB2526WSRC30042	[1119, 885, 1233, 894]
table-row	[957, 1857, 1488, 1880]
notice-heading: नोटिस एवं नीलामी विज्ञापन	[1162, 1731, 1283, 1746]
list-item: 5. वाहन से संबंधित समस्त बकाया कर/शास्ति का भुगतान क्रेता को करना होगा।	[957, 1988, 1171, 1998]
table-header-row	[957, 1788, 1488, 1811]
table-cell: BUS	[1167, 1811, 1211, 1834]
article-paragraph: रोजगार मेलों का भी आयोजन किया जा रहा है, जिससे युवाओं को अपने ही जिले में रोजगार मिल सके। मुख्यमंत्री ने इस दौरान युवाओं से शिक्षा, खेल एवं कॅरियर से जुड़े विषयों पर संवाद किया तथा उनके सवालों के जवाब भी दिये। कार्यक्रम में बड़ी संख्या में युवा मौजूद रहे। युवाओं ने मुख्यमंत्री के साथ संवाद को उपयोगी बताया।	[952, 732, 1105, 870]
article-body: कोटा, (निसं)। कोटा में रेलवे कॉलोनी थाना इलाके में एक युवक की नहर में असंतुलित होकर गिरने से मौत हो गई। मृतक की पहचान जेके कॉलोनी निवासी आनंद राज के रूप में हुई है। जानकारी के अनुसार आनंद राज गुरुवार शाम नहर किनारे से गुजर रहा था तभी अचानक पैर फिसलने से वह गहरी नहर में जा गिरा। आसपास के लोगों ने उसे बचाने का प्रयास किया लेकिन तेज बहाव के कारण वह काफी दूर तक बह गया। सूचना मिलने पर पुलिस मौके पर पहुंची। रेलवे कॉलोनी पुलिस ने बताया कि गोताखोरों की मदद से युवक के शव को बाहर निकाला गया। शव को एमबीएस अस्पताल की मोर्चरी में रखवाया गया जहां पोस्टमार्टम के बाद शव परिजनों को सौंप दिया गया। पुलिस ने मर्ग दर्ज कर जांच शुरू कर दी है। परिजनों का रो-रोकर बुरा हाल है। हादसे के बाद क्षेत्र में शोक की लहर दौड़ गई।	[1114, 91, 1497, 196]
list-item: UBN NO.- DLB2526WSRC30040	[1119, 874, 1233, 883]
transport-auction-notice	[948, 1666, 1496, 2351]
article-warehouse-theft	[31, 538, 556, 934]
table-cell: थाना कोटपूतली	[1324, 1880, 1415, 1904]
notice-title: कार्यालय अतिरिक्त जिला परियोजना समन्वयक समग्र शिक्षा सवाई माधोपुर	[1170, 580, 1437, 591]
article-salesman-robbery	[947, 943, 1104, 1321]
registration-mark: +	[2, 1183, 19, 1206]
table-cell: रुपये 2461.62 लाख	[1304, 1179, 1488, 1193]
article-paragraph: मुख्यमंत्री ने कहा कि राजस्थान का युवा अपने परिश्रम से प्रदेश को नई ऊंचाइयों पर ले जा रहा है। सरकार युवाओं के लिए रोजगार के अवसर सृजित करने के साथ स्टार्टअप को भी बढ़ावा दे रही है।	[952, 632, 1105, 724]
table-cell: 06.02.2026 अप 6PM	[1416, 1857, 1488, 1880]
table-cell: बकाया कर प्रकरण	[1211, 1811, 1325, 1834]
highlight-box	[264, 227, 691, 331]
table-cell: RJ32GB3374 श्री लक्ष्मण सिंह पुत्र श्री रामजीलाल, ग्राम खेड़की, कोटपूतली	[977, 1904, 1167, 1927]
tender-schedule-table	[1119, 1179, 1488, 1234]
list-item: UBN NO.- DLB2526WSRC30041	[1308, 874, 1422, 883]
